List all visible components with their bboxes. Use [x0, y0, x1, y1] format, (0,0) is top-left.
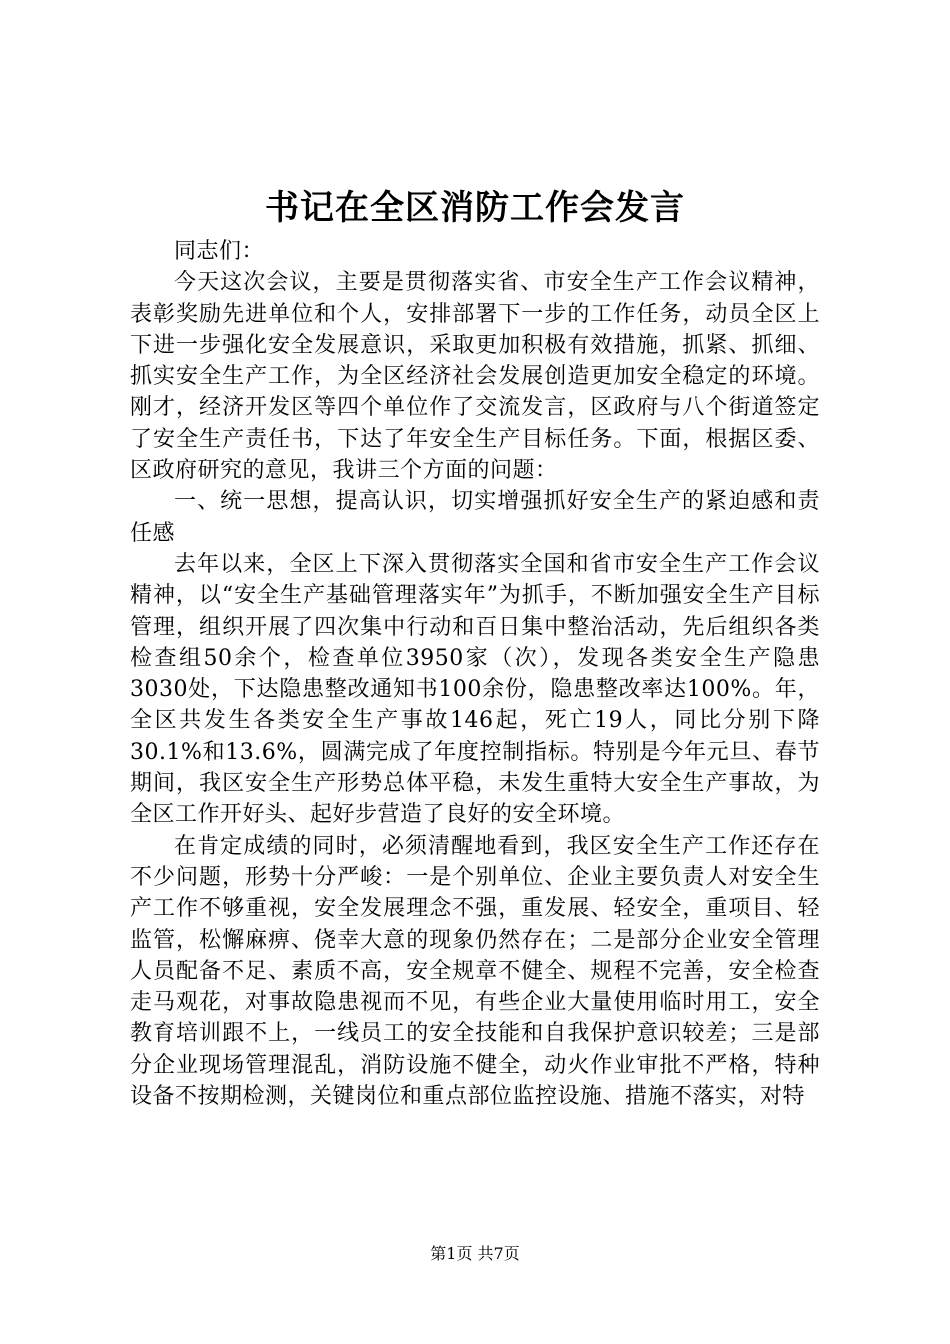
document-title: 书记在全区消防工作会发言 [265, 188, 685, 228]
problems-paragraph: 在肯定成绩的同时，必须清醒地看到，我区安全生产工作还存在不少问题，形势十分严峻：一是个别单位、企业主要负责人对安全生产工作不够重视，安全发展理念不强，重发展、轻安全，重项目、轻监管，松懈麻痹、侥幸大意的现象仍然存在；二是部分企业安全管理人员配备不足、素质不高，安全规章不健全、规程不完善，安全检查走马观花，对事故隐患视而不见，有些企业大量使用临时用工，安全教育培训跟不上，一线员工的安全技能和自我保护意识较差；三是部分企业现场管理混乱，消防设施不健全，动火作业审批不严格，特种设备不按期检测，关键岗位和重点部位监控设施、措施不落实，对特 [130, 833, 820, 1110]
section-heading: 一、统一思想，提高认识，切实增强抓好安全生产的紧迫感和责任感 [130, 489, 820, 546]
document-body [130, 236, 820, 1112]
salutation-paragraph: 同志们： [174, 239, 265, 264]
achievements-paragraph: 去年以来，全区上下深入贯彻落实全国和省市安全生产工作会议精神，以“安全生产基础管理落实年”为抓手，不断加强安全生产目标管理，组织开展了四次集中行动和百日集中整治活动，先后组织各类检查组50余个，检查单位3950家（次），发现各类安全生产隐患3030处，下达隐患整改通知书100余份，隐患整改率达100%。年，全区共发生各类安全生产事故146起，死亡19人，同比分别下降30.1%和13.6%，圆满完成了年度控制指标。特别是今年元旦、春节期间，我区安全生产形势总体平稳，未发生重特大安全生产事故，为全区工作开好头、起好步营造了良好的安全环境。 [130, 551, 820, 828]
intro-paragraph: 今天这次会议，主要是贯彻落实省、市安全生产工作会议精神，表彰奖励先进单位和个人，安排部署下一步的工作任务，动员全区上下进一步强化安全发展意识，采取更加积极有效措施，抓紧、抓细、抓实安全生产工作，为全区经济社会发展创造更加安全稳定的环境。刚才，经济开发区等四个单位作了交流发言，区政府与八个街道签定了安全生产责任书，下达了年安全生产目标任务。下面，根据区委、区政府研究的意见，我讲三个方面的问题： [130, 270, 820, 484]
page-footer: 第1页 共7页 [430, 1244, 520, 1263]
